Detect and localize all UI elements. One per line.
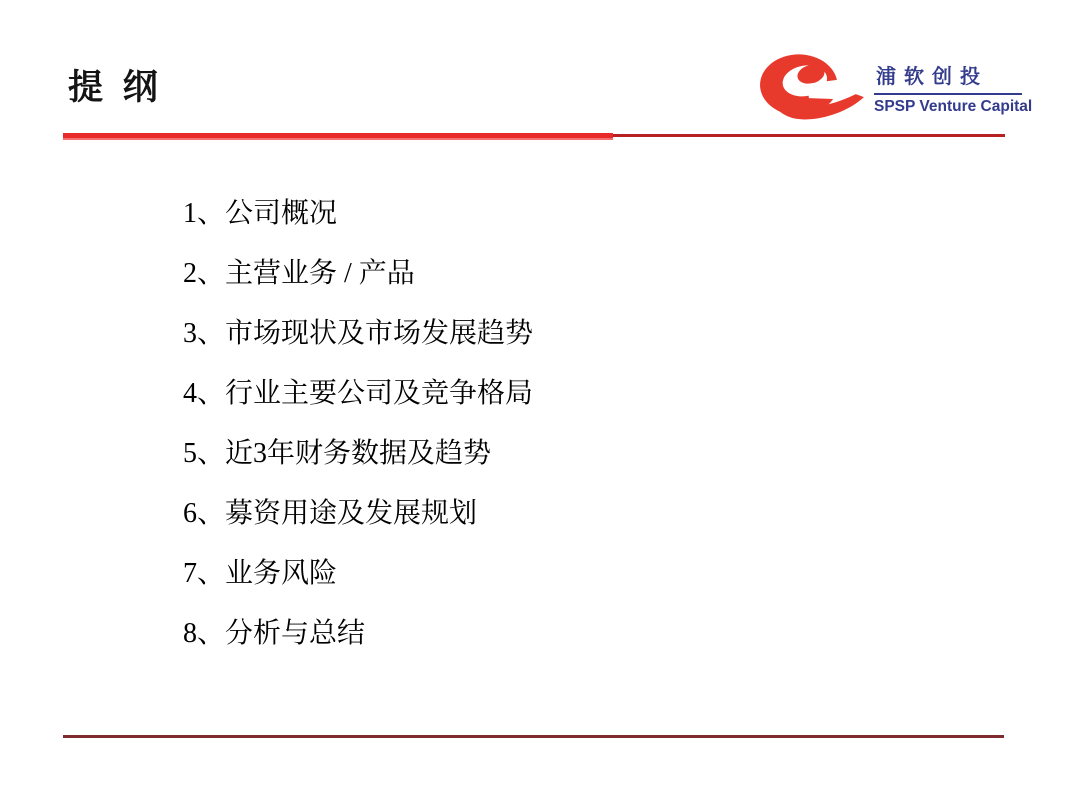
company-logo <box>758 53 1033 123</box>
bottom-rule <box>63 735 1004 738</box>
outline-item-number: 7、 <box>183 558 226 589</box>
title-underline <box>63 133 1005 140</box>
outline-item-text: 主营业务 / 产品 <box>225 258 415 289</box>
logo-divider <box>874 93 1022 95</box>
outline-item-number: 3、 <box>183 318 226 349</box>
outline-item-number: 1、 <box>183 198 226 229</box>
outline-item <box>183 544 533 604</box>
page-title: 提 纲 <box>68 68 163 107</box>
outline-item-number: 4、 <box>183 378 226 409</box>
outline-item <box>183 184 533 244</box>
outline-item-number: 8、 <box>183 618 226 649</box>
outline-item <box>183 304 533 364</box>
outline-item <box>183 604 533 664</box>
logo-cn-name: 浦软创投 <box>876 66 988 88</box>
logo-text-block <box>874 60 1033 116</box>
outline-item-number: 2、 <box>183 258 226 289</box>
outline-item-number: 5、 <box>183 438 226 469</box>
outline-item-text: 募资用途及发展规划 <box>225 498 478 529</box>
outline-item <box>183 424 533 484</box>
outline-item-text: 近3年财务数据及趋势 <box>225 438 492 469</box>
title-underline-thin-red-rule <box>613 134 1005 137</box>
outline-item-text: 公司概况 <box>225 198 338 229</box>
outline-item-text: 市场现状及市场发展趋势 <box>225 318 534 349</box>
outline-item-text: 业务风险 <box>225 558 338 589</box>
outline-list <box>183 184 533 664</box>
outline-item <box>183 244 533 304</box>
logo-swoosh-icon <box>758 53 868 123</box>
outline-item <box>183 364 533 424</box>
title-underline-thick-red-rule <box>63 133 613 140</box>
outline-item-text: 分析与总结 <box>225 618 366 649</box>
outline-item <box>183 484 533 544</box>
logo-en-name: SPSP Venture Capital <box>874 98 1033 115</box>
outline-item-text: 行业主要公司及竞争格局 <box>225 378 534 409</box>
outline-item-number: 6、 <box>183 498 226 529</box>
